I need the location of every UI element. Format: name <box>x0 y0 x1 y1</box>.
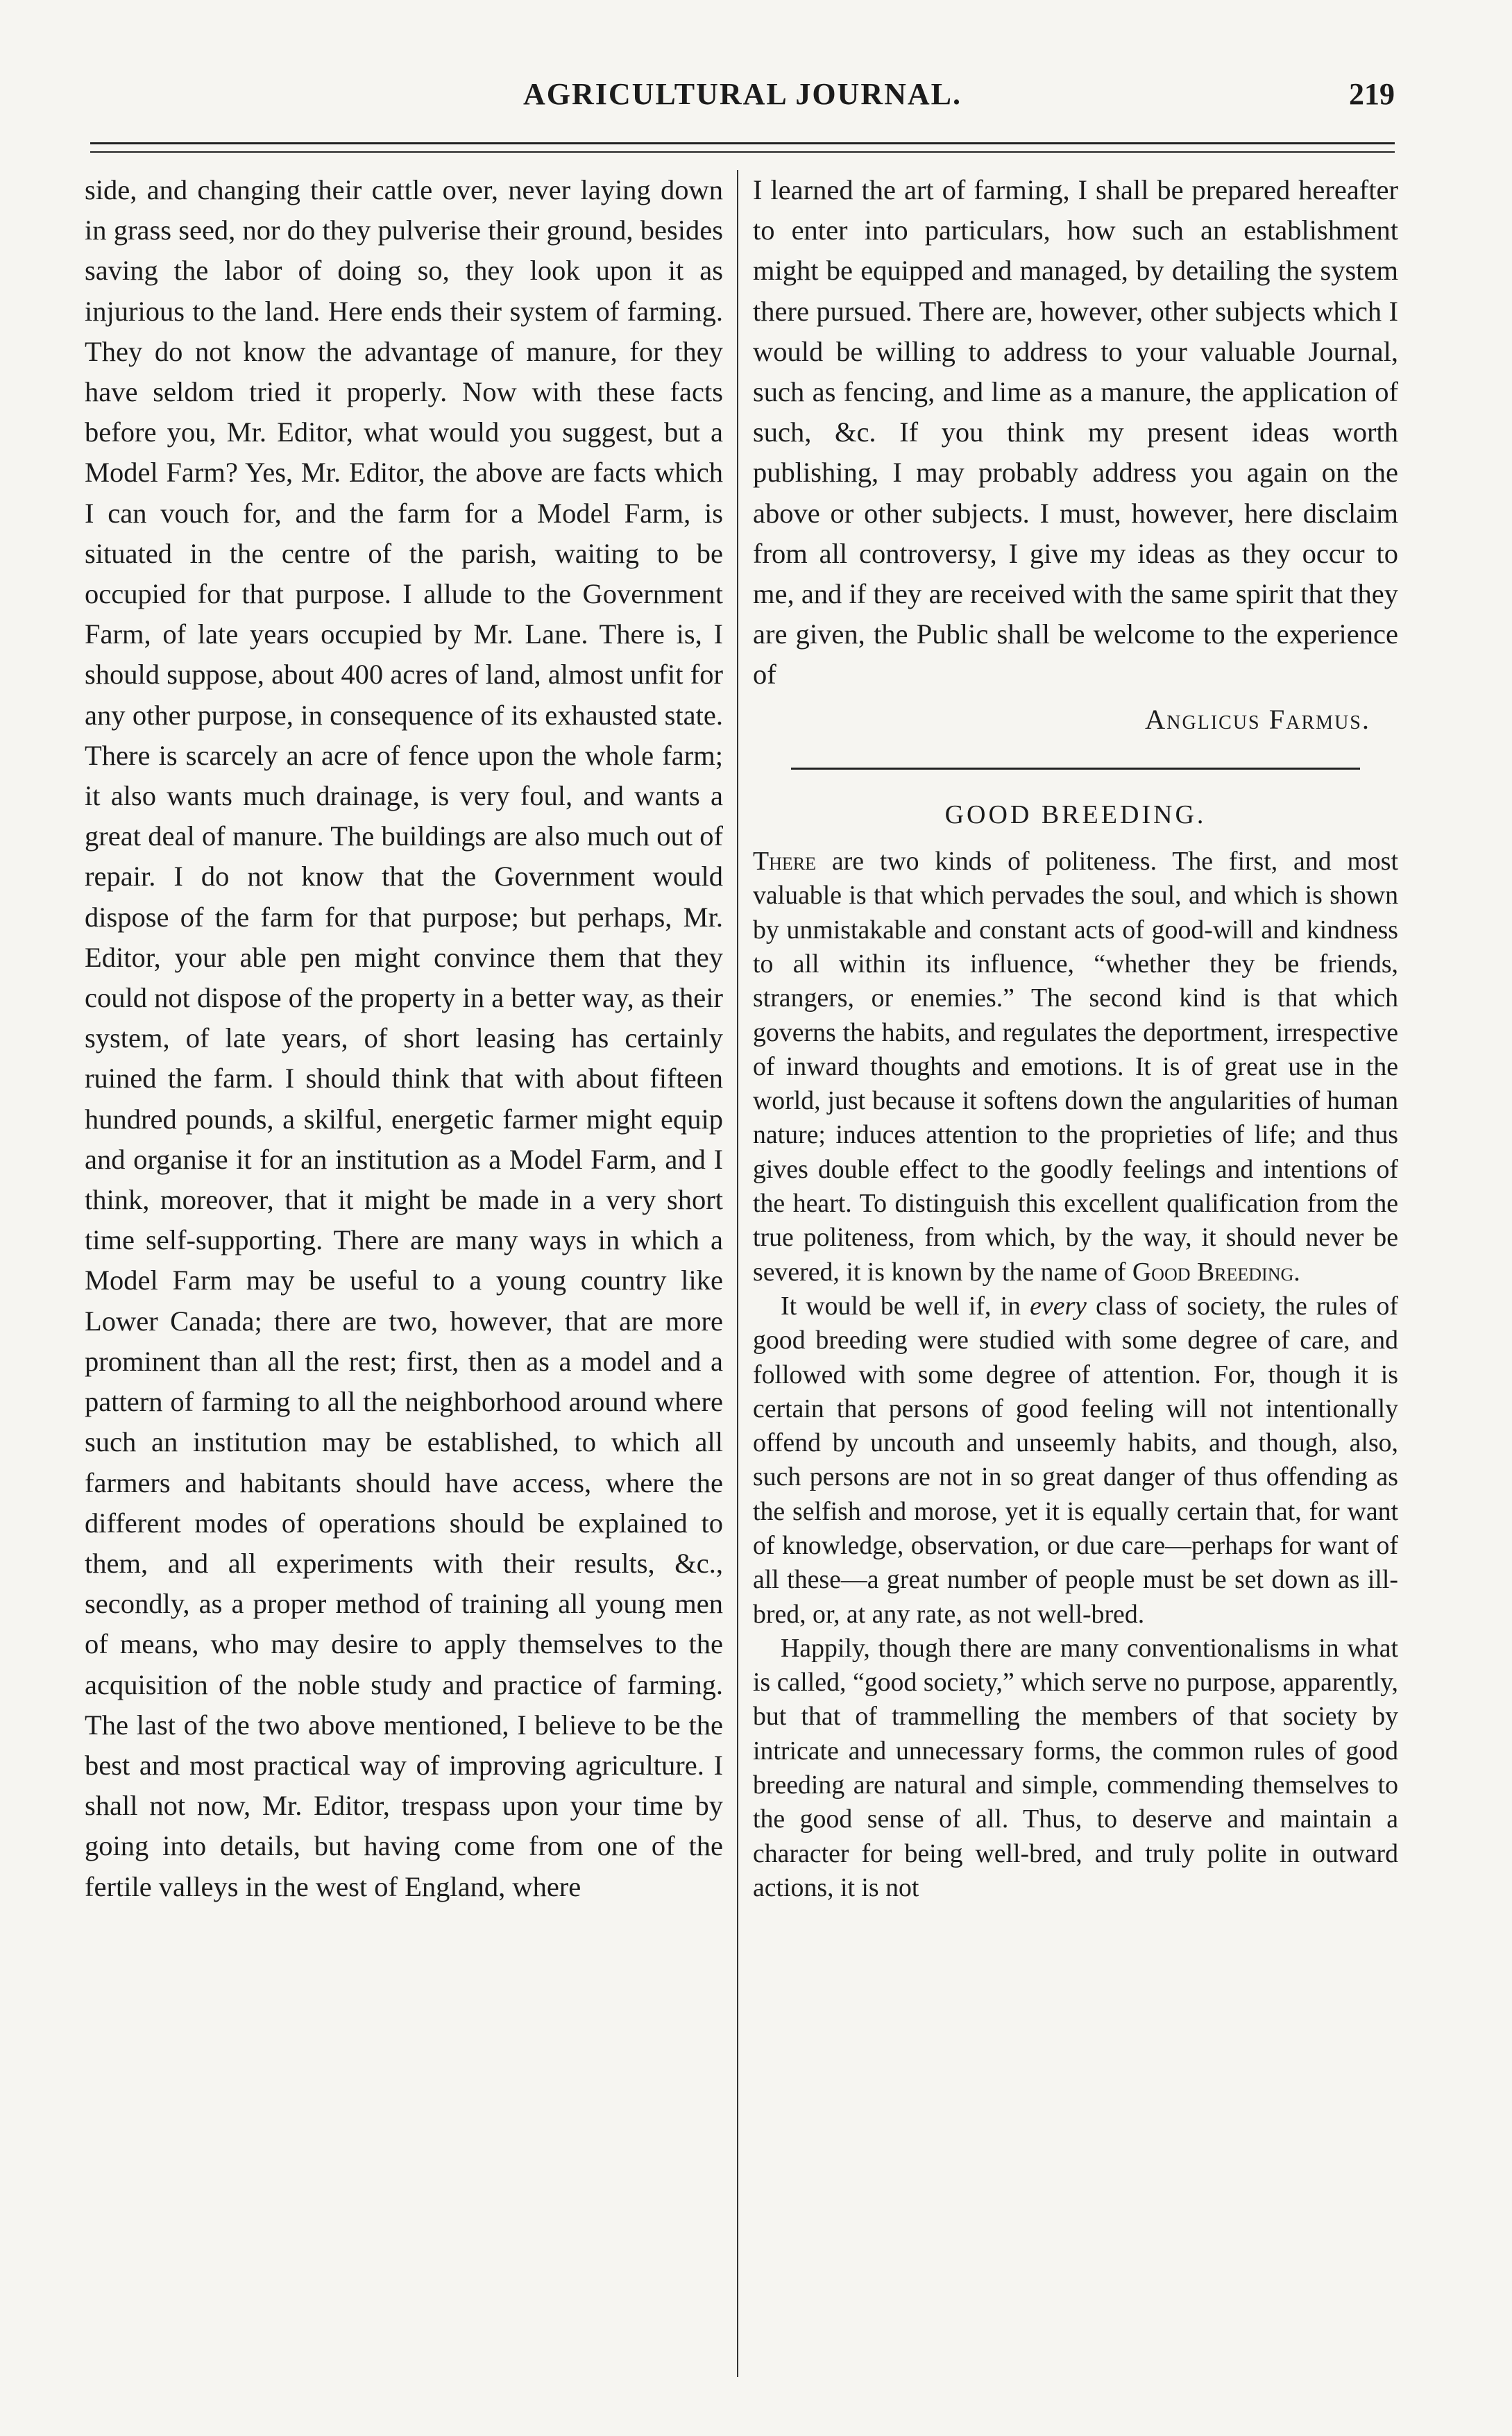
article-paragraph-2 <box>753 1289 1398 1632</box>
running-head <box>90 76 1395 132</box>
left-column <box>85 170 723 2377</box>
good-breeding-term: Good Breeding. <box>1132 1257 1300 1287</box>
letter-signature: Anglicus Farmus. <box>1145 703 1370 735</box>
column-divider <box>737 170 738 2377</box>
article-paragraph-2-a: It would be well if, in <box>781 1291 1030 1321</box>
article-body <box>753 845 1398 1905</box>
running-title: AGRICULTURAL JOURNAL. <box>523 77 962 111</box>
header-double-rule <box>90 142 1395 153</box>
article-paragraph-2-b: class of society, the rules of good breeding were studied with some degree of care, and followed with some degree of attention. For, though it is certain that persons of good feeling will not intentionally offend by uncouth and unseemly habits, and though, also, such persons are not in so great danger of thus offending as the selfish and morose, yet it is equally certain that, for want of knowledge, observation, or due care—perhaps for want of all these—a great number of people must be set down as ill-bred, or, at any rate, as not well-bred. <box>753 1291 1398 1629</box>
article-paragraph-1-text: are two kinds of politeness. The first, and most valuable is that which pervades the soul, and which is shown by unmistakable and constant acts of good-will and kindness to all within its influence, “whether they be friends, strangers, or enemies.” The second kind is that which governs the habits, and regulates the deportment, irrespective of inward thoughts and emotions. It is of great use in the world, just because it softens down the angularities of human nature; induces attention to the proprieties of life; and thus gives double effect to the goodly feelings and intentions of the heart. To distinguish this excellent qualification from the true politeness, from which, by the way, it should never be severed, it is known by the name of <box>753 847 1398 1287</box>
right-column <box>753 170 1398 2377</box>
article-paragraph-3: Happily, though there are many conventionalisms in what is called, “good society,” which serve no purpose, apparently, but that of trammelling the members of that society by intricate and unnecessary forms, the common rules of good breeding are natural and simple, commending themselves to the good sense of all. Thus, to deserve and maintain a character for being well-bred, and truly polite in outward actions, it is not <box>753 1633 1398 1902</box>
emphasis-every: every <box>1030 1291 1087 1321</box>
letter-paragraph-left: side, and changing their cattle over, never laying down in grass seed, nor do they pulverise their ground, besides saving the labor of doing so, they look upon it as injurious to the land. Here ends their system of farming. They do not know the advantage of manure, for they have seldom tried it properly. Now with these facts before you, Mr. Editor, what would you suggest, but a Model Farm? Yes, Mr. Editor, the above are facts which I can vouch for, and the farm for a Model Farm, is situated in the centre of the parish, waiting to be occupied for that purpose. I allude to the Government Farm, of late years occupied by Mr. Lane. There is, I should suppose, about 400 acres of land, almost unfit for any other purpose, in consequence of its exhausted state. There is scarcely an acre of fence upon the whole farm; it also wants much drainage, is very foul, and wants a great deal of manure. The buildings are also much out of repair. I do not know that the Government would dispose of the farm for that purpose; but perhaps, Mr. Editor, your able pen might convince them that they could not dispose of the property in a better way, as their system, of late years, of short leasing has certainly ruined the farm. I should think that with about fifteen hundred pounds, a skilful, energetic farmer might equip and organise it for an institution as a Model Farm, and I think, moreover, that it might be made in a very short time self-supporting. There are many ways in which a Model Farm may be useful to a young country like Lower Canada; there are two, however, that are more prominent than all the rest; first, then as a model and a pattern of farming to all the neighborhood around where such an institution may be established, to which all farmers and habitants should have access, where the different modes of operations should be explained to them, and all experiments with their results, &c., secondly, as a proper method of training all young men of means, who may desire to apply themselves to the acquisition of the noble study and practice of farming. The last of the two above mentioned, I believe to be the best and most practical way of improving agriculture. I shall not now, Mr. Editor, trespass upon your time by going into details, but having come from one of the fertile valleys in the west of England, where <box>85 174 723 1902</box>
section-rule <box>791 768 1360 770</box>
article-heading: GOOD BREEDING. <box>944 800 1207 829</box>
page-number: 219 <box>1349 77 1395 111</box>
letter-paragraph-right: I learned the art of farming, I shall be prepared hereafter to enter into particulars, how such an establishment might be equipped and managed, by detailing the system there pursued. There are, however, other subjects which I would be willing to address to your valuable Journal, such as fencing, and lime as a manure, the application of such, &c. If you think my present ideas worth publishing, I may probably address you again on the above or other subjects. I must, however, here disclaim from all controversy, I give my ideas as they occur to me, and if they are received with the same spirit that they are given, the Public shall be welcome to the experience of <box>753 174 1398 691</box>
article-paragraph-1 <box>753 845 1398 1289</box>
article-lead-word: There <box>753 847 816 877</box>
